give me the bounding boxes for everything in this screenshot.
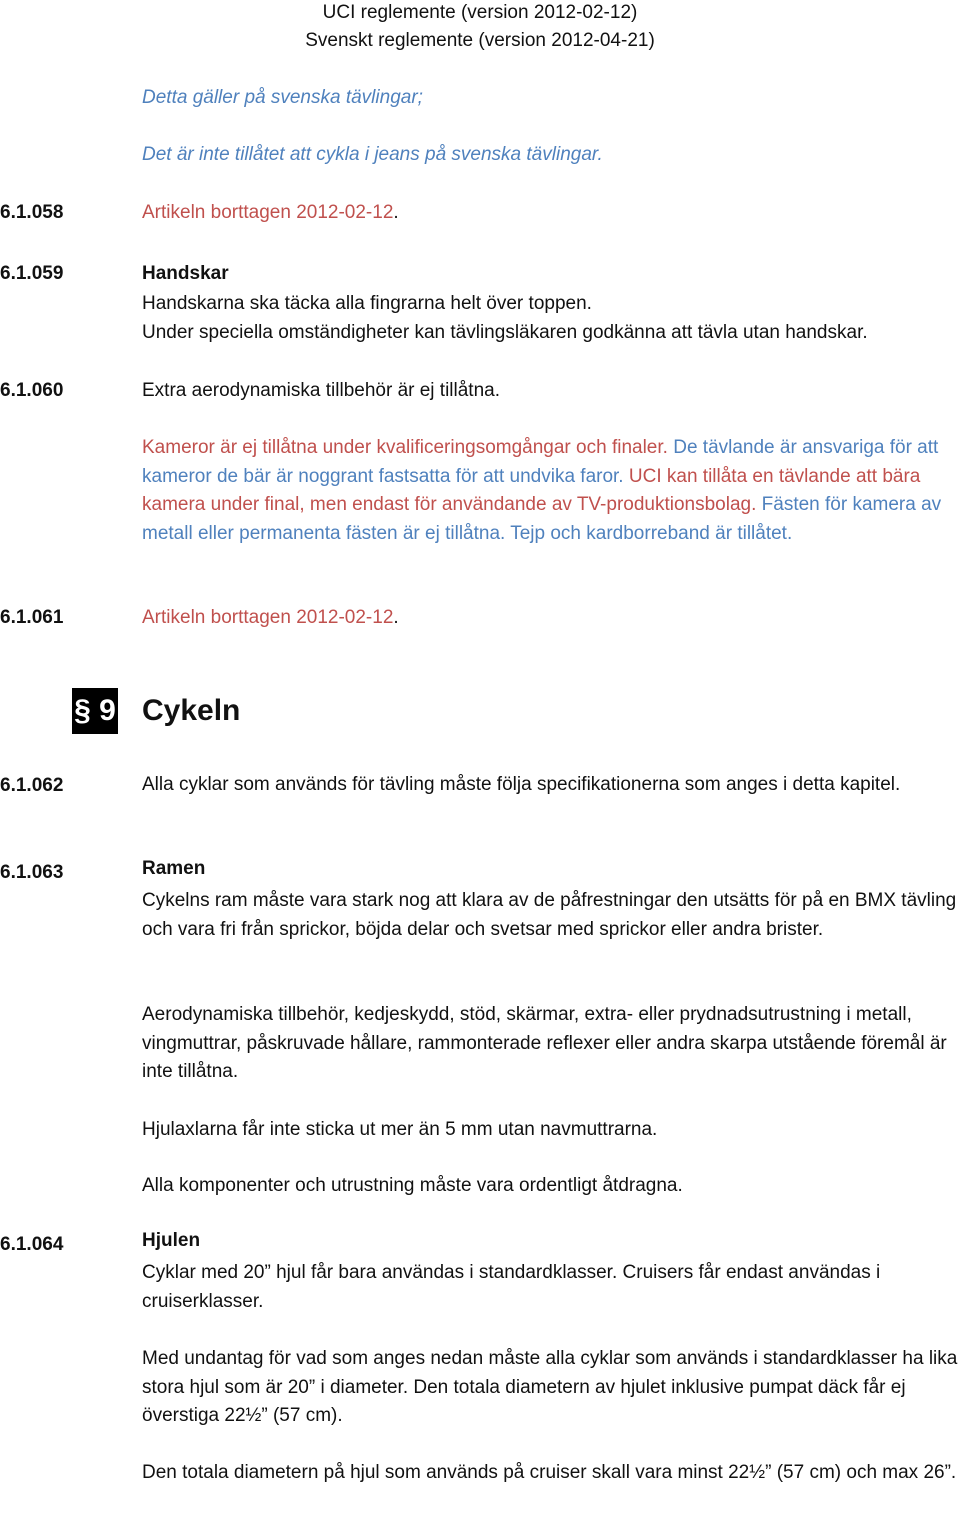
header-line-2: Svenskt reglemente (version 2012-04-21): [305, 30, 655, 51]
article-number-059: 6.1.059: [0, 263, 64, 284]
article-number-061: 6.1.061: [0, 607, 64, 628]
article-061-deleted: Artikeln borttagen 2012-02-12: [142, 607, 394, 628]
article-060-camera-paragraph: [142, 434, 960, 548]
article-063-paragraph-2: Aerodynamiska tillbehör, kedjeskydd, stöd, skärmar, extra- eller prydnadsutrustning i metall, vingmuttrar, påskruvade hållare, rammonterade reflexer eller andra skarpa utstående föremål är inte tillåtna.: [142, 1004, 947, 1082]
note-line-2: Det är inte tillåtet att cykla i jeans på svenska tävlingar.: [142, 144, 603, 165]
article-060-text: Extra aerodynamiska tillbehör är ej tillåtna.: [142, 380, 501, 401]
article-063-paragraph-4: Alla komponenter och utrustning måste vara ordentligt åtdragna.: [142, 1175, 683, 1196]
header-line-1: UCI reglemente (version 2012-02-12): [322, 2, 638, 23]
article-059-line-1: Handskarna ska täcka alla fingrarna helt över toppen.: [142, 293, 592, 314]
article-063-title: Ramen: [142, 858, 206, 879]
article-number-064: 6.1.064: [0, 1234, 64, 1255]
camera-rule-3: UCI kan tillåta en tävlande att bära kamera under final, men endast för användande av TV-produktionsbolag.: [142, 465, 921, 515]
article-059-line-2: Under speciella omständigheter kan tävlingsläkaren godkänna att tävla utan handskar.: [142, 322, 868, 343]
article-number-062: 6.1.062: [0, 775, 64, 796]
article-058-text: [142, 202, 399, 224]
article-063-paragraph-3: Hjulaxlarna får inte sticka ut mer än 5 mm utan navmuttrarna.: [142, 1119, 658, 1140]
article-064-paragraph-2: Med undantag för vad som anges nedan måste alla cyklar som används i standardklasser ha lika stora hjul som är 20” i diameter. Den totala diametern av hjulet inklusive pumpat däck får ej överstiga 22½” (57 cm).: [142, 1348, 958, 1426]
article-058-tail: .: [393, 202, 399, 223]
article-number-063: 6.1.063: [0, 862, 64, 883]
article-058-deleted: Artikeln borttagen 2012-02-12: [142, 202, 394, 223]
article-062-text: Alla cyklar som används för tävling måste följa specifikationerna som anges i detta kapitel.: [142, 774, 901, 795]
note-line-1: Detta gäller på svenska tävlingar;: [142, 87, 423, 108]
article-number-058: 6.1.058: [0, 202, 64, 223]
camera-rule-4: Fästen för kamera av metall eller permanenta fästen är ej tillåtna. Tejp och kardborreband är tillåtet.: [142, 494, 942, 544]
article-064-title: Hjulen: [142, 1230, 201, 1251]
article-061-tail: .: [393, 607, 399, 628]
article-064-paragraph-1: Cyklar med 20” hjul får bara användas i standardklasser. Cruisers får endast användas i cruiserklasser.: [142, 1262, 881, 1312]
article-059-title: Handskar: [142, 263, 229, 284]
section-title: Cykeln: [142, 694, 241, 727]
article-061-text: [142, 607, 399, 629]
camera-rule-1: Kameror är ej tillåtna under kvalificeringsomgångar och finaler.: [142, 437, 668, 458]
article-063-paragraph-1: Cykelns ram måste vara stark nog att klara av de påfrestningar den utsätts för på en BMX tävling och vara fri från sprickor, böjda delar och svetsar med sprickor eller andra brister.: [142, 890, 957, 940]
article-064-paragraph-3: Den totala diametern på hjul som används på cruiser skall vara minst 22½” (57 cm) och max 26”.: [142, 1462, 957, 1483]
article-number-060: 6.1.060: [0, 380, 64, 401]
section-symbol-box: § 9: [72, 688, 118, 734]
camera-rule-2: De tävlande är ansvariga för att kameror de bär är noggrant fastsatta för att undvika faror.: [142, 437, 939, 487]
